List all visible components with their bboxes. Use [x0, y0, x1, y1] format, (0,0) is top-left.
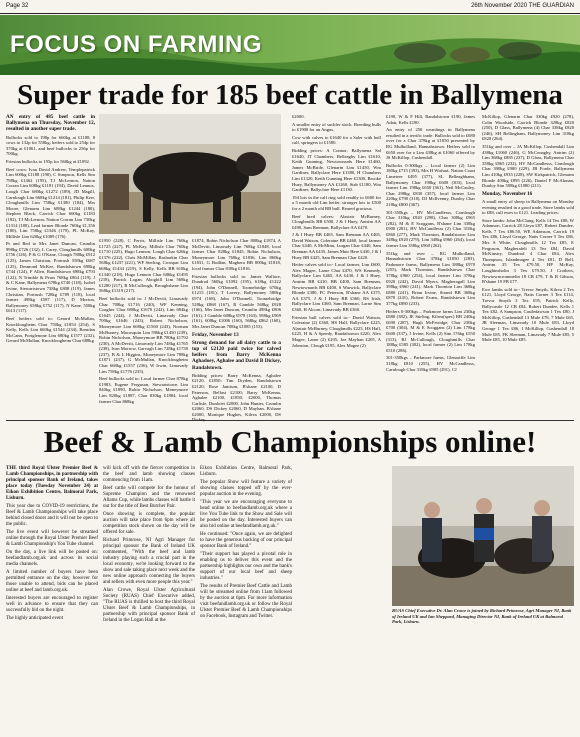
- paragraph: Bullocks 0-300kgs – Local farmer (2) Lim 180kg £715 (393), Mrs H Wishart, Natton Coast Limetree £495 (377), SL Belleaghbann, Ballymoney Char 198kg £600 (303), local farmer Lim 198kg £650 (361), Neil McCauley, Char 298kg £830 (357), local farmer Lim 220kg £790 (318), DJ McIlvenny, Dunloy Char 218kg £800 (367).: [386, 162, 475, 207]
- paragraph: An entry of 250 weanlings in Ballymena resulted in a terrific trade. Bullocks sold to £680 over for a Char 378kg at £1050 presented by RG Mulholland, Hannahstown. Heifers sold to £650 over for a Lim 438kg at £1060 offered by JS McKillop, Cushendall.: [386, 127, 475, 161]
- paragraph: £1950 (228), C Ferris, Millisle Lim 760kg £1725 (227), PL McKay, Millisle Char 760kg £1710 (225), Hugo Lennon, Lough Char 626kg £1376 (222), Chris McMillan, Rasharkin Char 568kg £1237 (221), WF Sterling, Crosspar Lim 668kg £1434 (219), S Kelly, Kells BB 618kg £1340 (218), Hugo Lennon Char 686kg £1495 (218), Patrick Logan, Aboghill Lim 568kg £1280 (217), R McCullough, Broughshane Lim 568kg £1319 (217).: [99, 238, 188, 294]
- paragraph: McKillop, Glenarm Char 330kg £920 (278), Colin Woodside, Carrick Blonde 328kg £820 (250), D Glass, Ballymena (4) Char 338kg £820 (246), SH Bellingham, Ballymoney Lim 318kg £820 (264).: [482, 114, 574, 142]
- paragraph: Strong demand for all dairy cattle to a top of £2120 paid twice for calved heifers from Barry McKenna Aghadoey, Aghalee and David B Dickey, Randalstown.: [192, 339, 281, 371]
- paragraph: Beef cattle will compete for the honour of Supreme Champion and the renowned Allams Cup, while lambs classes will battle it out for the title of Best Butcher Pair.: [103, 486, 195, 509]
- paragraph: The results of Premier Beef Cattle and Lamb will be streamed online from 11am followed by the auction at 6pm. For more information visit beefandlamb.org.uk or follow the Royal Ulster Premier Beef & Lamb Championships on Facebook, Instagram and Twitter.: [200, 584, 292, 619]
- issue-date: 26th November 2020 THE GUARDIAN: [471, 3, 574, 9]
- section-title: FOCUS ON FARMING: [10, 31, 262, 58]
- story2-column-3: [200, 466, 292, 732]
- section-banner: [0, 15, 580, 75]
- story1-body: [6, 114, 574, 418]
- paragraph: Beef bred calves: Alastair McBurney, Cloughmills BB £500, J & I Huey, Antrim AA £490, Sam Brennan, Ballyclare AA £470.: [292, 213, 381, 230]
- paragraph: Pr and Red to Mrs Janet Duncan, Crumlin 998kg £726 (132), L Carey, Cloughmills 600kg £756 (126), P & G O'Kane, Clough 788kg £912 (125), James Christian, Portrush 558kg £687 (125), Desmond McKee, Randalstown 698kg £744 (124), F Allen, Randalstown 698kg £793 (122), N Trimble & Pears 768kg £864 (119), J & C Kane, Ballymena 678kg £740 (118), Isobel Irvine, Stewartstown 738kg £808 (119), James Christian, Portrush 728kg £789 (118), local farmer 498kg £587 (117), D Morton, Ballymoney 658kg £752 (117), N Kane, 558kg £613 (117).: [6, 241, 95, 314]
- page-header: [0, 0, 580, 14]
- paragraph: £2000.: [292, 114, 305, 119]
- paragraph: Heifer calves sold to:- Local farmer, Lim £600, Alex Magee, Larne Char £470, WS Kennedy, Ballyclare Lim £465, AA £430, J & I Huey, Antrim BB £410, BB £400, Sam Brennan, Newtownards BB £400, S Warwick, Ballyclare Blonde £380, FC Peterson, B'shane AA £375, AA £375, J & I Huey BB £360, RS Irish, Ballyclare Lim £360, Sam Brennan, Larne Sim £360, H Alcorn, Limavady BB £360.: [292, 262, 381, 312]
- paragraph: The popular Show will feature a variety of showing classes topped off by the ever-popular auction in the evening.: [200, 480, 292, 497]
- paragraph: A limited number of buyers have been permitted entrance on the day, however for those unable to attend, bids can be placed online at beef and lamb.org.uk.: [6, 570, 98, 593]
- paragraph: "This year we are encouraging everyone to head online to beefandlamb.org.uk where a live You Tube link to the Show and Sale will be posted on the day. Interested buyers can also bid online at beefandlamb.org.uk.": [200, 500, 292, 529]
- story1-headline: Super trade for 185 beef cattle in Ballymena: [17, 79, 563, 111]
- paragraph: A small entry of sheep in Ballymena on Monday evening resulted in a good trade. Store lambs sold to £88, cull ewes to £121. Leading prices:: [482, 198, 574, 216]
- paragraph: 301-350kgs – Parkmore farms, Glenariffe Lim 318kg £810 (255), HV McCandlesss, Carnlough Char 318kg £905 (291), CJ: [386, 355, 475, 372]
- paragraph: 351kg and over – JA McKillop, Cushendall Lim 438kg £1060 (246), G McConaghy, Antrim (2) Lim 368kg £885 (237), D Glass, Ballymena Char 358kg £865 (232), HV McCandlesss, Carnlough Char 390kg £900 (229), JB Forde, Ballymena Lim 410kg £935 (228), SW Kirkpatrick, Glenarm Blonde 400kg £895 (226), Daniel F McAlonan, Dunloy Sim 508kg £1080 (211).: [482, 143, 574, 189]
- paragraph: Bullocks sold to 198p for 660kg at £1188, 8 cows to 132p for 558kg, heifers sold to 254p for 370kg at £1061, and beef bullocks to 256p for 700kg.: [6, 134, 95, 157]
- paragraph: The highly anticipated event: [6, 616, 64, 621]
- paragraph: Friesian bull calves sold to:- David Watson, Coleraine (2) £360, HS Hall, Ballyclare £225, Alastair McBurney, Cloughmills £225, HS Hall, £225, H & A Speedy, Randalstown £220, Alex Magee, Larne (2) £205, Joe Mayhan £205, A Johnston, Clough £195, Alex Magee (2): [292, 314, 381, 348]
- story2-column-1: [6, 466, 98, 732]
- paragraph: Beef bullocks sold to: Local farmer Char 878kg £1983, Eugene Ferguson, Stewartstown Lim 840kg £1890, Robin Nicholson, Moneymore Lim 820kg £1887, Char 830kg £1884, local farmer Char 868kg: [99, 376, 188, 404]
- paragraph: On the day, a live link will be posted on: beefandlamb.org.uk and across its social media channels.: [6, 550, 98, 567]
- story1-column-1: [6, 114, 95, 418]
- paragraph: will kick off with the fiercer competition in the beef and lamb showing classes commencing from 11am.: [103, 466, 195, 483]
- paragraph: Eikon Exhibition Centre, Balmoral Park, Lisburn.: [200, 466, 292, 477]
- story1-column-6: [482, 114, 574, 418]
- section-divider: [6, 420, 574, 421]
- paragraph: Richard Primrose, NI Agri Manager for principal sponsor the Bank of Ireland UK commented, "With the beef and lamb industry playing such a crucial part in the local economy, we're looking forward to the show and sale taking place next week and the new online approach connecting the buyers and sellers with even more people this year.": [103, 538, 195, 585]
- story2-column-2: [103, 466, 195, 732]
- paragraph: Beef cows: Ivan David Andrew, Templepatrick Lim 600kg £1188 (198), C Simpson, Kells Sim 798kg £1462 (195), TJ McLernon, Natton Corran Lim 608kg £1181 (194), David Lennox, Lough Char 680kg £1272 (189), JD Magill, Carnlough Lim 668kg £1214 (181), Philip Kerr, Cloughmills Lim 758kg £1380 (184), Mrs Moore, Glenarm Lim 688kg £1244 (180), Stephen Black, Carrick Char 660kg £1183 (182), TJ McLernon, Natton Corran Lim 730kg £1314 (180), Lead farmer Blonde 760kg £1,356 (180), Lim 758kg £1346 (179), PL McKay, Millisle Lim 620kg £1089 (176).: [6, 166, 95, 239]
- paragraph: J & I Huey BB £465, Sam Brennan AA £465, David Watson, Coleraine BB £460, local farmer Char £440, A McMinn, Lurgan Char £440, Sam Brennan AA £435, James Muir Here £430, J & I Huey BB £425, Sam Brennan Char £420.: [292, 232, 381, 260]
- paragraph: Bidding prices: A Connor, Ballymena Sal £1640, JT Chambers, Belleaghy Lim £1610, Keith Gunning, Newtownards Here £1460, James McBride, Glenarm Lim £1450, Wm Gardiner, Ballyclare Here £1380, H Chambers Lim £1320, Keith Gunning Here £1300, Brooke Huey, Ballymoney AA £1260, Stab £1180, Wm Gardiner, Ballyclare Here £1130.: [292, 147, 381, 193]
- paragraph: Interested buyers are encouraged to register well in advance to ensure that they can successfully bid on the night.: [6, 596, 98, 613]
- paragraph: Alan Crowe, Royal Ulster Agricultural Society (RUAS) Chief Executive added, "The RUAS is thrilled to host the third Royal Ulster Beef & Lamb Championships, in partnership with principal sponsor Bank of Ireland in the Logan Hall at the: [103, 588, 195, 623]
- paragraph: Friesian bullocks to 195p for 560kg at £1092.: [6, 158, 90, 164]
- subhead-friday: Friday, November 13: [192, 331, 239, 338]
- paragraph: £1874, Robin Nicholson Char 808kg £1874, A McDevitt, Limavady Lim 768kg £1848, local farmer Char 828kg £1845, Robin Nicholson, Moneymore Lim 768kg £1836, Lim 860kg £1831, G Bodkin, Maghera BB 800kg £1818, local farmer Char 818kg £1816.: [192, 238, 281, 271]
- story1-column-3: [192, 238, 281, 418]
- story1-lead-paragraph: AN entry of 485 beef cattle in Ballymena on Thursday, November 12, resulted in another super trade.: [6, 114, 95, 133]
- paragraph: Cow with calves to £1640 for a Saler with bull calf, springers to £1580.: [292, 134, 381, 146]
- paragraph: 194 lots in the calf ring sold readily to £600 for a 5 month old Lim heifer, stronger lots to £500 for a 2 month old BB bull. Reared gracious.: [292, 194, 381, 211]
- paragraph: The live event will however be streamed online through the Royal Ulster Premier Beef & Lamb Championship's You Tube channel.: [6, 530, 98, 547]
- story1-column-4: [292, 114, 381, 418]
- paragraph: Heifers 0-300kgs – Parkmore farms Lim 230kg £880 (382), JE Stirling, Kilrea(spec) BB 240kg £690 (287), Hugh McFetridge, Char 230kg £700 (304), M & E Scoggans (2) Lim 178kg £600 (337), J Irvine, Kells (2) Sim 176kg £550 (313), RJ McCullough, Cloughmills Char 188kg £585 (302), local farmer (2) Lim 178kg £510 (286).: [386, 308, 475, 353]
- paragraph: £190, W & F Hill, Randalstown £190, James Adair, Kells £190.: [386, 114, 475, 125]
- story1-column-2: [99, 238, 188, 418]
- story2-body: [6, 466, 574, 732]
- story1-column-5: [386, 114, 475, 418]
- cattle-photo: [99, 114, 281, 234]
- subhead-monday: Monday, November 16: [482, 190, 533, 197]
- paragraph: Store lambs: John McClung, Kells 14 Tex £88, W Adamson, Carrick 28 Lleyn £87, Robert Dundee, Kells 7 Tex £86.50, WE Adamson, Carrick 19 Tex £86, Lloyd George, Natts Corner 5 Tex £86, Mrs S White, Cloughmills 12 Tex £85, E Ferguson, Magherafelt 13 Tex £84, David McKinstry, Dundrod 4 Char £84, Alex Thompson, Islandmagee 4 Tex £81, D Bell, Antrim 35 Tex £79.50, HP McKay, Loughinsholin 3 Tex £79.50, J Crothers, Newtowncrommelin 18 CB £79, T & B Gibson, B'shane 19 FB £77.: [482, 217, 574, 285]
- paragraph: A smaller entry of suckler stock. Breeding bulls to £1900 for an Angus.: [292, 121, 381, 133]
- paragraph: This year due to COVID-19 restrictions, the Beef & Lamb Championships will take place behind closed doors and it will not be open to the public.: [6, 504, 98, 527]
- paragraph: 351kg and over – RG Mulholland, Hannahstown Char 378kg £1050 (283), Parkmore farms, Ballymena Lim 388kg £970 (255), Mark Thornton, Randalstown Char 378kg £960 (254), local farmer Lim 378kg £920 (242), David Myers, Magheragall Lim 398kg £960 (241), Mark Thornton Lim 368kg £880 (241), Brian Irvine, Strand BB 368kg £870 (241), Robert Evans, Randalstown Lim 377kg £880 (233).: [386, 250, 475, 306]
- paragraph: "Their support has played a pivotal role in enabling us to deliver this event and the partnership highlights our own and the bank's support of our local beef and sheep industries.": [200, 552, 292, 581]
- paragraph: Once showing is complete, the popular auction will take place from 6pm where all competition stock shown on the day will be offered for sale.: [103, 512, 195, 535]
- paragraph: Bidding prices: Barry McKenna, Aghalee £2120, £1850; Tim Dryden, Randalstown £2120; Rose Jamison, B'shane £2100, D Paterson, Belfast £2100; Barry McKenna, Aghalee £2100, £1850, £2000, Thomas Carlisle, Dunloiet £2000, John Hunter, Crumlin £2060, DS Dickey £2060, D Mayhan, B'shane £2000, Monique Hughes, Kilrea £2000, DS: [192, 372, 281, 417]
- paragraph: He continued: "Once again, we are delighted to have the generous backing of our principal sponsor Bank of Ireland.": [200, 532, 292, 549]
- story2-headline: Beef & Lamb Championships online!: [43, 424, 537, 459]
- paragraph: Friesian bullocks sold to: James Wallace, Dundrod 560kg £1092 (195), 618kg £1222 (194), John O'Donnell, Toomebridge 670kg £1215 (181), T Lavery, Ballymoney 580kg £974 (168), John O'Donnell, Toomebridge 528kg £868 (167), R Gamble 568kg £928 (166), Mrs Janet Duncan, Crumlin 498kg £806 (161), J Gamble 608kg £978 (163), 588kg £969 (161), 608kg £1006 (160), 568kg £862 (160), Mrs Janet Duncan 708kg £1085 (153).: [192, 273, 281, 329]
- story2-lead-paragraph: THE third Royal Ulster Premier Beef & Lamb Championships, in partnership with principal sponsor Bank of Ireland, takes place today (Tuesday November 24) at Eikon Exhibition Centre, Balmoral Park, Lisburn.: [6, 466, 98, 501]
- championship-photo: [392, 466, 574, 606]
- paragraph: Beef heifers sold to: Gerard McMullan, Knocklougheim Char 750kg £1854 (254), S Kelly, Kells Lim 660kg £1544 (234), Brendan McCann, Portglenone Lim 680kg £1577 (232), Gerard McMullan, Knocklougheim Char 688kg: [6, 316, 95, 344]
- photo-caption: RUAS Chief Executive Dr. Alan Crowe is joined by Richard Primrose, Agri Manager NI, Bank of Ireland UK and Ian Sheppard, Managing Director NI, Bank of Ireland UK at Balmoral Park, Lisburn.: [392, 608, 572, 625]
- paragraph: Ewe lambs sold to:- Trevor Smyth, Kilrea 2 Tex £121, Lloyd George, Natts Corner 3 Tex £114, Trevor Smyth 3 Tex £95, Patrick Kelly, Ballycastle 12 CB £84, Robert Dundee, Kells 1 Tex £82, A Sampson, Castledawson 1 Tex £80, J McKillop, Cushendall 13 Mule £78, 7 Mule £65, JR Sleeman, Limavady 10 Mule £83, Lloyd George 1 Tex £86, I McKillop, Cushendall 18 Mule £85, FK Sleeman, Limavady 7 Mule £85, 5 Mule £85, 10 Mule £85.: [482, 286, 574, 343]
- paragraph: 301-350kgs – HV McCandlesss, Carnlough Char 310kg £920 (298), Char 308kg £965 (282), M & E Scoggans, B'shane Lim 338kg £900 (281), HV McCandlesss (2) Char 310kg £860 (277), Mark Thornton, Randalstown Lim 348kg £920 (279), Lim 348kg £960 (264), local farmer Lim 358kg £960 (262).: [386, 209, 475, 249]
- paragraph: Beef bullocks sold to: J McDevitt, Limavady Char 708kg £1716 (240), WF Kenning, Coagher Char 680kg £1670 (242), Lim 684kg £1645 (244), J McDevitt, Limavady Char 700kg £1646 (243), Robert Nicholson, Moneymore Lim 668kg £1560 (243), Norman McBurney, Macosquin Lim 596kg £1450 (239), Robin Nicholson, Moneymore BB 780kg £1792 (230), A McDevitt, Limavady Lim 748kg £1765 (238), Ivan Morrow, Garvagh Lim 728kg £1730 (237), B & L Higgins, Moneymore Lim 788kg £1871 (237), G McMullan, Knocklougheim Char 668kg £1557 (236), W Irwin, Limavady Lim 758kg £1776 (235).: [99, 295, 188, 374]
- page-number: Page 32: [6, 3, 29, 9]
